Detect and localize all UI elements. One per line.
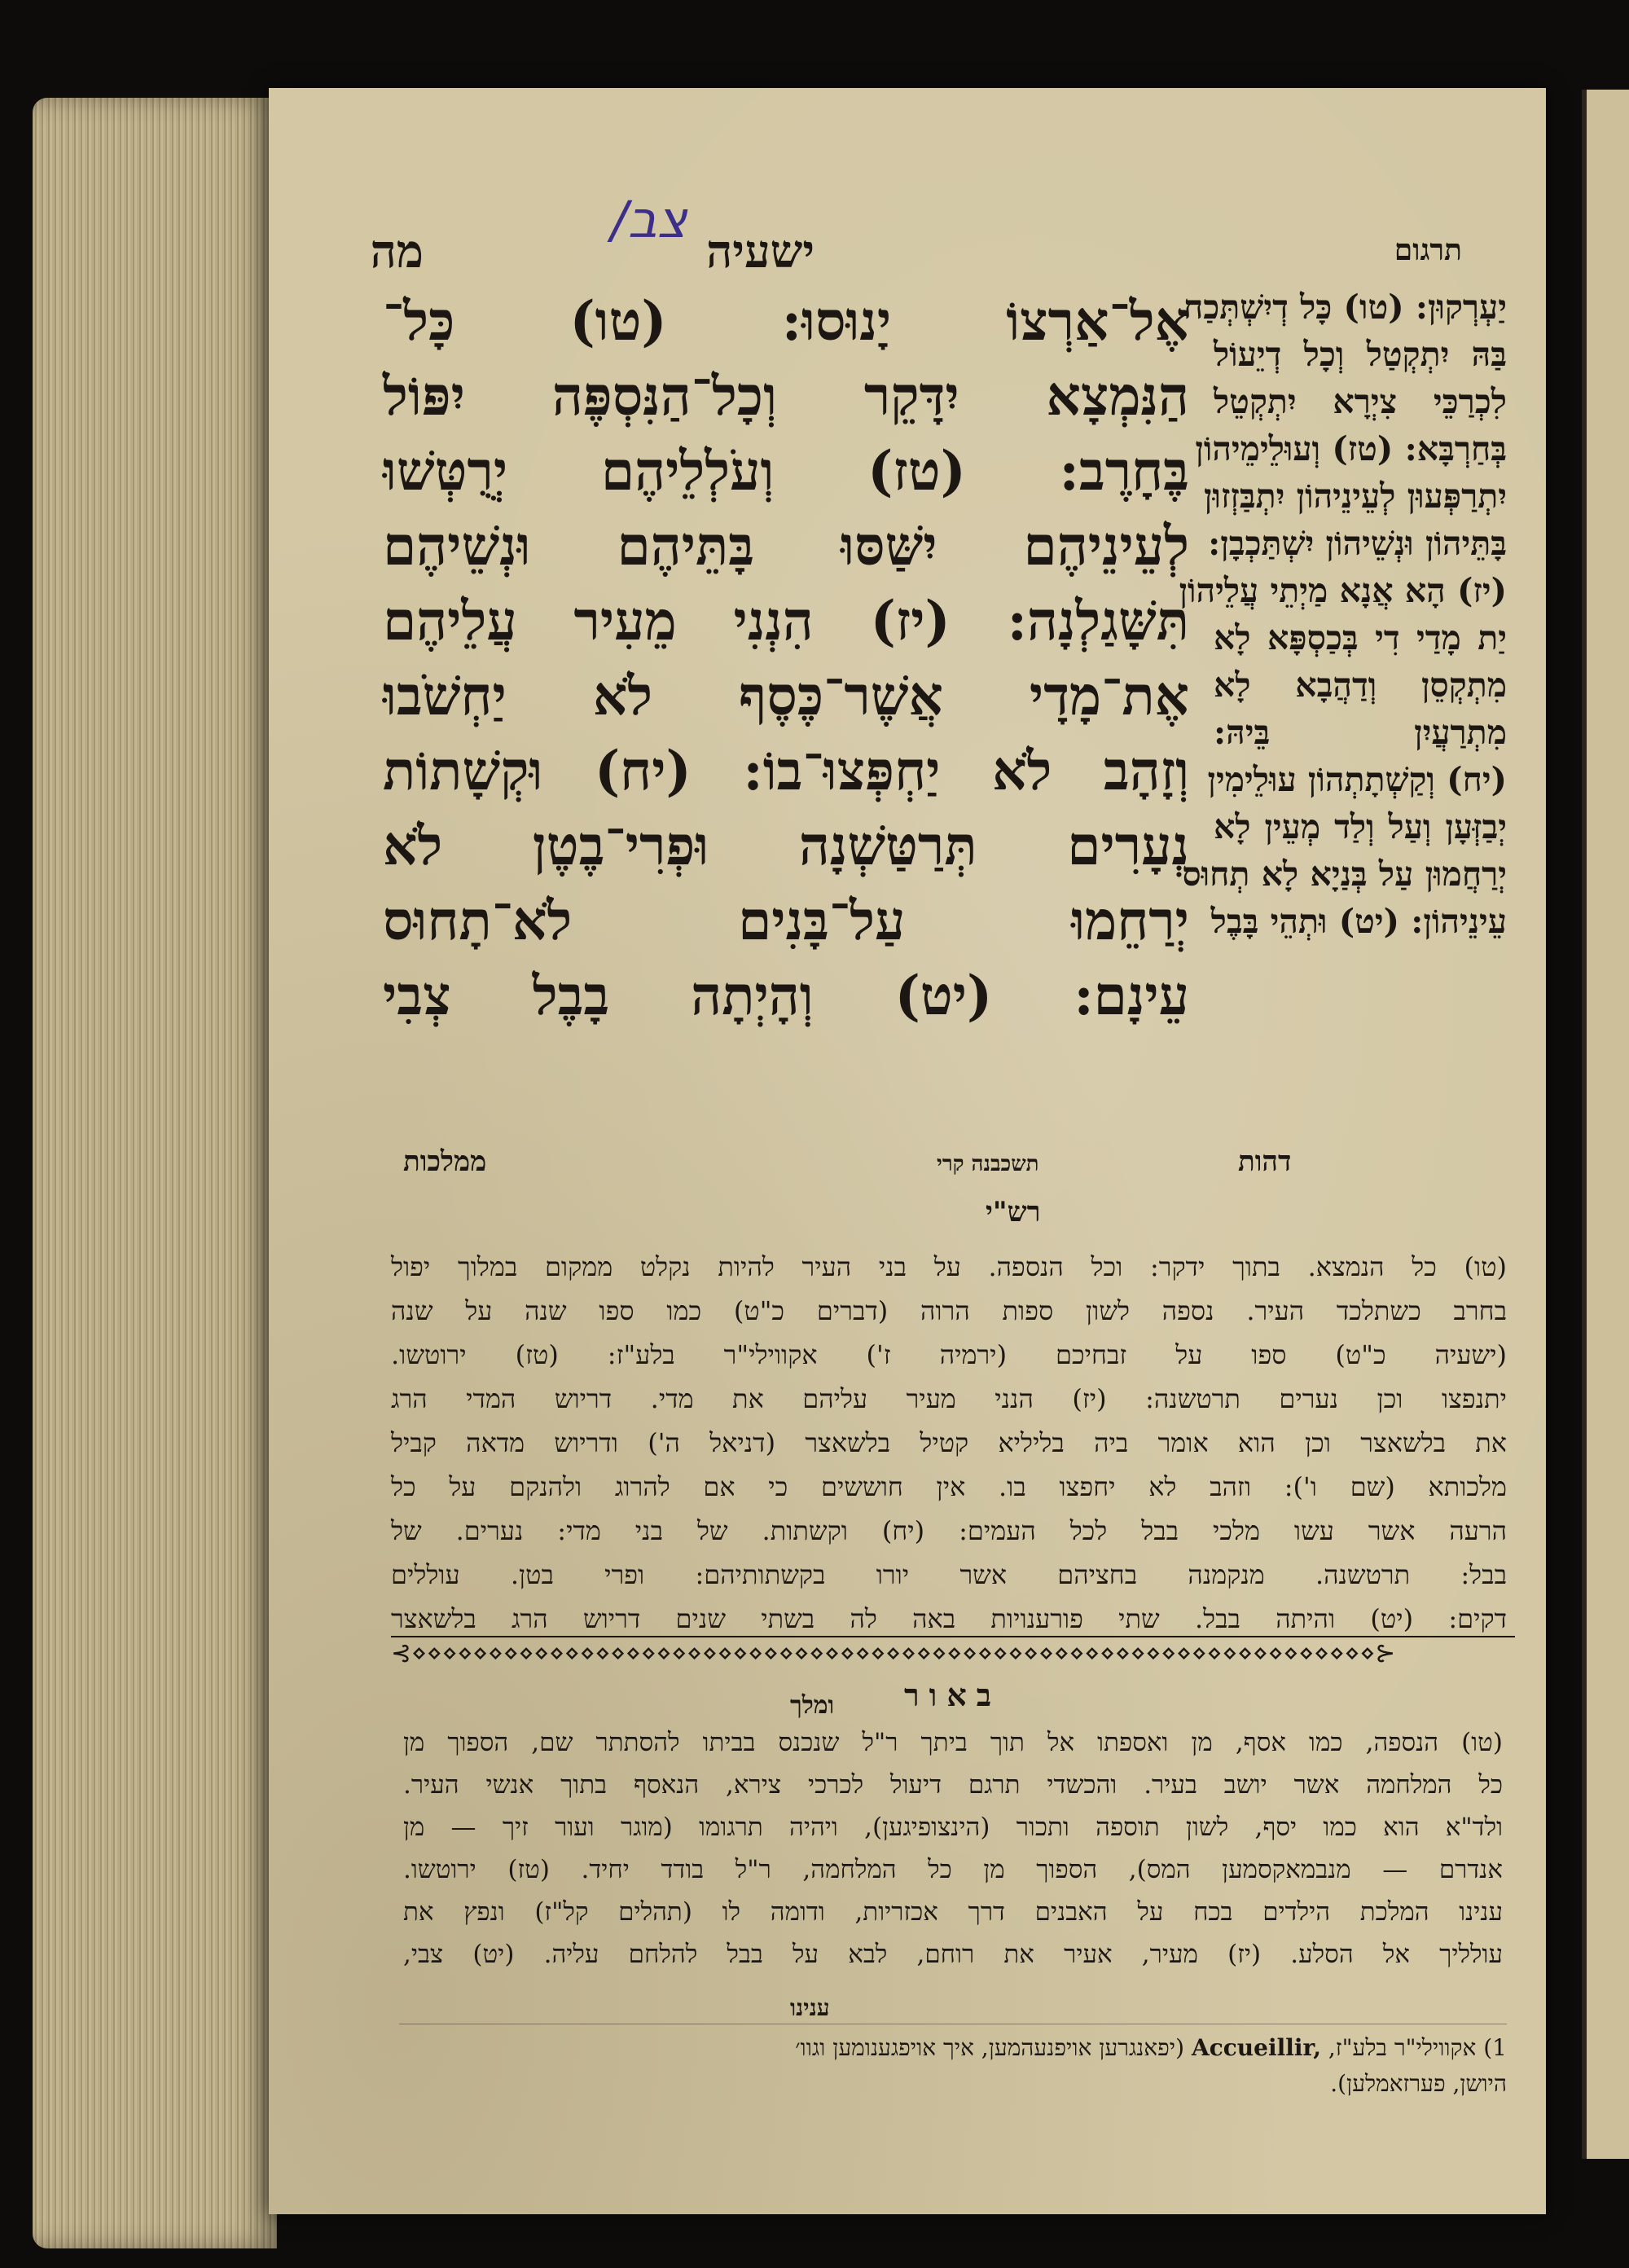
biur-line: (טו) הנספה, כמו אסף, מן ואספתו אל תוך ביתך ר"ל שנכנס בביתו להסתתר שם, הספוך מן bbox=[403, 1728, 1503, 1757]
targum-line: מִתְרַעֲיִן בֵּיהּ: bbox=[1214, 713, 1507, 752]
hebrew-line: יְרַחֵמוּ עַל־בָּנִים לֹא־תָחוּס bbox=[383, 889, 1189, 952]
rashi-heading: רש"י bbox=[986, 1196, 1041, 1228]
targum-line: בְּחַרְבָּא: (טז) וְעוּלֵימֵיהוֹן bbox=[1195, 429, 1507, 468]
footnote-hebrew-end: (יפאנגרען אויפנעהמען, איך אויפגענומען וגוו׳ bbox=[795, 2034, 1185, 2061]
targum-line: יַעְרְקוּן: (טו) כָּל דְיִשְׁתְּכַח bbox=[1183, 288, 1507, 327]
book-edge bbox=[33, 98, 277, 2248]
rashi-line: דקים: (יט) והיתה בבל. שתי פורענויות באה לה בשתי שנים דריוש הרג בלשאצר bbox=[391, 1603, 1507, 1634]
biur-line: ענינו המלכת הילדים בכח על האבנים דרך אכזריות, ודומה לו (תהלים קל"ז) ונפץ את bbox=[403, 1897, 1503, 1927]
targum-line: (יח) וְקַשְׁתָתְהוֹן עוּלֵימִין bbox=[1207, 760, 1507, 799]
targum-line: מִתְקְסֵן וְדַהֲבָא לָא bbox=[1214, 666, 1507, 705]
biur-line: אנדרם — מנבמאקסמען המס), הספוך מן כל המלחמה, ר"ל בודד יחיד. (טז) ירוטשו. bbox=[403, 1855, 1503, 1884]
biur-line: כל המלחמה אשר יושב בעיר. והכשדי תרגם דיעול לכרכי צירא, הנאסף בתוך אנשי העיר. bbox=[403, 1770, 1503, 1800]
hebrew-line: הַנִּמְצָא יִדָּקֵר וְכָל־הַנִּסְפֶּה יִפּוֹל bbox=[383, 364, 1189, 428]
rashi-catchword: ומלך bbox=[790, 1691, 835, 1720]
biur-catchword: ענינו bbox=[790, 1994, 830, 2021]
rashi-line: בבל: תרטשנה. מנקמנה בחציהם אשר יורו בקשתותיהם: ופרי בטן. עוללים bbox=[391, 1559, 1507, 1590]
footnote-latin-word: Accueillir, bbox=[1191, 2034, 1321, 2061]
targum-line: עֵינֵיהוֹן: (יט) וּתְהֵי בָּבֶל bbox=[1210, 902, 1507, 941]
rashi-line: מלכותא (שם ו'): וזהב לא יחפצו בו. אין חוששים כי אם להרוג ולהנקם על כל bbox=[391, 1471, 1507, 1502]
targum-line: יְבַזְּעָן וְעַל וְלַד מְעֵין לָא bbox=[1214, 807, 1507, 846]
targum-column bbox=[1179, 284, 1507, 945]
targum-line: יַת מָדַי דִי בְּכַסְפָּא לָא bbox=[1214, 618, 1507, 657]
hebrew-line: לְעֵינֵיהֶם יִשַּׁסּוּ בָּתֵּיהֶם וּנְשֵׁיהֶם bbox=[383, 514, 1189, 578]
targum-catchword: דהות bbox=[1238, 1145, 1292, 1178]
hebrew-line: אֶל־אַרְצוֹ יָנוּסוּ: (טו) כָּל־ bbox=[383, 289, 1189, 353]
targum-line: יְרַחֲמוּן עַל בְּנַיָא לָא תְחוּס bbox=[1182, 855, 1507, 894]
hebrew-line: בֶּחָרֶב: (טז) וְעֹלְלֵיהֶם יְרֻטְּשׁוּ bbox=[383, 439, 1189, 503]
hebrew-text-column bbox=[383, 284, 1189, 1033]
hebrew-line: נְעָרִים תְּרַטַּשְׁנָה וּפְרִי־בֶטֶן לֹא bbox=[383, 814, 1189, 877]
handwritten-note: צב/ bbox=[611, 190, 687, 249]
targum-line: (יז) הָא אֲנָא מַיְתֵי עֲלֵיהוֹן bbox=[1179, 571, 1507, 610]
targum-label: תרגום bbox=[1394, 233, 1462, 267]
rashi-line: את בלשאצר וכן הוא אומר ביה בליליא קטיל בלשאצר (דניאל ה') ודריוש מדאה קביל bbox=[391, 1427, 1507, 1458]
targum-line: בָּתֵּיהוֹן וּנְשֵׁיהוֹן יִשְׁתַּכְבָן: bbox=[1208, 524, 1507, 563]
kri-note: תשכבנה קרי bbox=[937, 1152, 1039, 1176]
targum-line: בַּהּ יִתְקְטַל וְכָל דְיֵעוֹל bbox=[1214, 335, 1507, 374]
footnote-hebrew-start: 1) אקווילי"ר בלע"ז, bbox=[1328, 2034, 1507, 2061]
hebrew-line: תִּשָּׁגַלְנָה: (יז) הִנְנִי מֵעִיר עֲלֵיהֶם bbox=[383, 589, 1189, 653]
hebrew-line: עֵינָם: (יט) וְהָיְתָה בָבֶל צְבִי bbox=[383, 964, 1189, 1027]
biur-line: ולד"א הוא כמו יסף, לשון תוספה ותכור (הינצופיגען), ויהיה תרגומו (מוגר ועור זיך — מן bbox=[403, 1813, 1503, 1842]
facing-page-edge bbox=[1582, 90, 1629, 2159]
footnote bbox=[399, 2030, 1507, 2102]
biur-heading: באור bbox=[904, 1677, 1002, 1713]
rashi-line: בחרב כשתלכד העיר. נספה לשון ספות הרוה (דברים כ"ט) כמו ספו שנה על שנה bbox=[391, 1295, 1507, 1326]
hebrew-line: אֶת־מָדָי אֲשֶׁר־כֶּסֶף לֹא יַחְשֹׁבוּ bbox=[383, 664, 1189, 727]
rashi-commentary bbox=[391, 1245, 1507, 1641]
hebrew-catchword: ממלכות bbox=[403, 1145, 487, 1178]
divider-rule bbox=[391, 1636, 1515, 1637]
targum-line: יִתְרַפְּעוּן לְעֵינֵיהוֹן יִתְבַּזְזוּן bbox=[1204, 477, 1507, 516]
footnote-line: היושן, פערזאמלען). bbox=[1330, 2070, 1507, 2097]
biur-commentary bbox=[403, 1721, 1503, 1976]
biur-line: עולליך אל הסלע. (יז) מעיר, אעיר את רוחם, לבא על בבל להלחם עליה. (יט) צבי, bbox=[403, 1940, 1503, 1969]
chapter-number: מה bbox=[370, 225, 424, 279]
rashi-line: (טו) כל הנמצא. בתוך ידקר: וכל הנספה. על בני העיר להיות נקלט ממקום במלוך יפול bbox=[391, 1251, 1507, 1282]
ornamental-divider: ⊰⋄⋄⋄⋄⋄⋄⋄⋄⋄⋄⋄⋄⋄⋄⋄⋄⋄⋄⋄⋄⋄⋄⋄⋄⋄⋄⋄⋄⋄⋄⋄⋄⋄⋄⋄⋄⋄⋄⋄⋄⋄⋄⋄⋄⋄⋄⋄⋄⋄⋄⋄⋄⋄⋄⋄⋄⋄⋄⋄⋄⋄⋄⋄⊱ bbox=[391, 1639, 1396, 1668]
rashi-line: (ישעיה כ"ט) ספו על זבחיכם (ירמיה ז') אקווילי"ר בלע"ז: (טז) ירוטשו. bbox=[391, 1339, 1507, 1370]
rashi-line: הרעה אשר עשו מלכי בבל לכל העמים: (יח) וקשתות. של בני מדי: נערים. של bbox=[391, 1515, 1507, 1546]
hebrew-line: וְזָהָב לֹא יַחְפְּצוּ־בוֹ: (יח) וּקְשָׁתוֹת bbox=[383, 739, 1189, 802]
rashi-line: יתנפצו וכן נערים תרטשנה: (יז) הנני מעיר עליהם את מדי. דריוש המדי הרג bbox=[391, 1383, 1507, 1414]
footnote-line bbox=[399, 2030, 1507, 2066]
targum-line: לִכְרַכֵּי צִיְרָא יִתְקְטֵל bbox=[1214, 382, 1507, 421]
book-page bbox=[269, 88, 1546, 2214]
book-title: ישעיה bbox=[706, 225, 814, 279]
